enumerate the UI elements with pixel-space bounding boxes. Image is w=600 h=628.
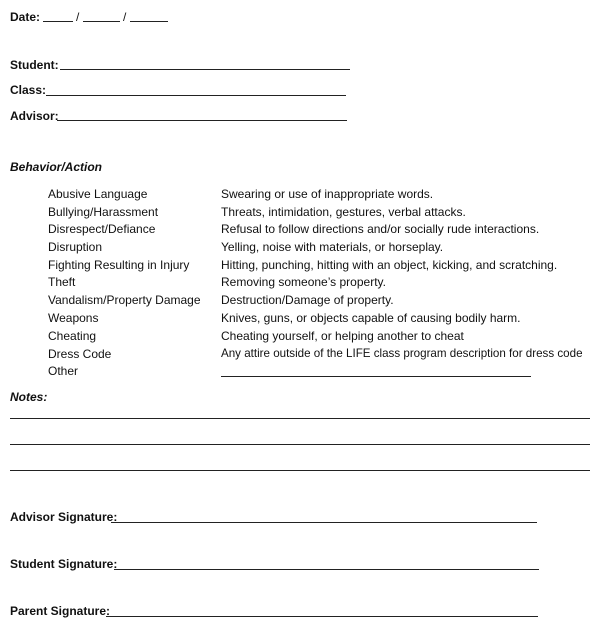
date-separator: / xyxy=(76,10,80,24)
advisor-signature-field[interactable] xyxy=(111,522,537,523)
student-label: Student: xyxy=(10,58,59,72)
behavior-description: Knives, guns, or objects capable of causing bodily harm. xyxy=(221,311,521,325)
student-signature-field[interactable] xyxy=(114,569,539,570)
date-month-field[interactable] xyxy=(43,21,73,22)
student-signature-label: Student Signature: xyxy=(10,557,118,571)
notes-line[interactable] xyxy=(10,444,590,445)
behavior-name: Fighting Resulting in Injury xyxy=(48,258,190,272)
advisor-label: Advisor: xyxy=(10,109,59,123)
notes-line[interactable] xyxy=(10,470,590,471)
advisor-field[interactable] xyxy=(57,120,347,121)
parent-signature-label: Parent Signature: xyxy=(10,604,111,618)
date-label: Date: xyxy=(10,10,41,24)
date-separator: / xyxy=(123,10,127,24)
behavior-description: Cheating yourself, or helping another to cheat xyxy=(221,329,464,343)
notes-title: Notes: xyxy=(10,390,48,404)
other-description-field[interactable] xyxy=(221,376,531,377)
behavior-name: Disrespect/Defiance xyxy=(48,222,156,236)
class-field[interactable] xyxy=(46,95,346,96)
behavior-name: Dress Code xyxy=(48,347,112,361)
date-day-field[interactable] xyxy=(83,21,120,22)
behavior-name: Abusive Language xyxy=(48,187,148,201)
date-year-field[interactable] xyxy=(130,21,168,22)
advisor-signature-label: Advisor Signature: xyxy=(10,510,118,524)
notes-line[interactable] xyxy=(10,418,590,419)
behavior-description: Swearing or use of inappropriate words. xyxy=(221,187,434,201)
behavior-description: Hitting, punching, hitting with an object, kicking, and scratching. xyxy=(221,258,558,272)
behavior-name: Other xyxy=(48,364,79,378)
behavior-description: Destruction/Damage of property. xyxy=(221,293,394,307)
behavior-section-title: Behavior/Action xyxy=(10,160,103,174)
behavior-description: Threats, intimidation, gestures, verbal attacks. xyxy=(221,205,466,219)
behavior-description: Removing someone’s property. xyxy=(221,275,386,289)
behavior-name: Theft xyxy=(48,275,76,289)
parent-signature-field[interactable] xyxy=(106,616,538,617)
behavior-name: Weapons xyxy=(48,311,99,325)
class-label: Class: xyxy=(10,83,47,97)
behavior-name: Bullying/Harassment xyxy=(48,205,159,219)
student-field[interactable] xyxy=(60,69,350,70)
behavior-name: Disruption xyxy=(48,240,103,254)
behavior-description: Yelling, noise with materials, or horseplay. xyxy=(221,240,444,254)
behavior-name: Vandalism/Property Damage xyxy=(48,293,201,307)
behavior-description: Any attire outside of the LIFE class program description for dress code xyxy=(221,347,583,360)
behavior-name: Cheating xyxy=(48,329,97,343)
behavior-description: Refusal to follow directions and/or socially rude interactions. xyxy=(221,222,540,236)
